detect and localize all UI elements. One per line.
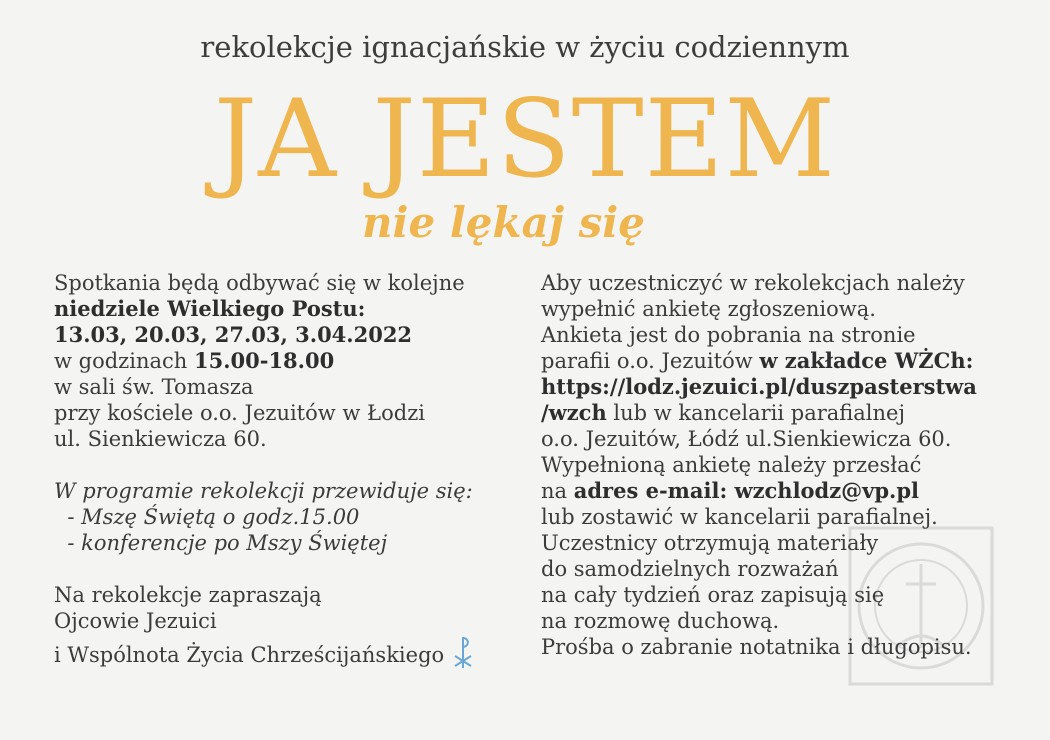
info-line: na cały tydzień oraz zapisują się: [541, 583, 885, 607]
tab-reference: w zakładce WŻCh:: [759, 348, 974, 373]
subtitle: rekolekcje ignacjańskie w życiu codziennym: [200, 30, 850, 64]
info-line: [541, 348, 1021, 374]
info-line: lub zostawić w kancelarii parafialnej.: [541, 505, 938, 529]
address-line: ul. Sienkiewicza 60.: [54, 427, 267, 451]
church-line: przy kościele o.o. Jezuitów w Łodzi: [54, 401, 425, 425]
program-item: - konferencje po Mszy Świętej: [54, 531, 388, 555]
website-link-suffix[interactable]: /wzch: [541, 400, 607, 425]
info-text: lub w kancelarii parafialnej: [606, 401, 905, 425]
info-line: [541, 400, 1021, 426]
hours-line: [54, 348, 524, 374]
program-heading: W programie rekolekcji przewiduje się:: [54, 479, 473, 503]
program-item: - Mszę Świętą o godz.15.00: [54, 505, 360, 529]
invite-line: [54, 634, 524, 670]
ihs-cross-icon: [452, 634, 474, 670]
info-text: na: [541, 479, 574, 503]
tagline: nie lękaj się: [362, 198, 645, 247]
meeting-info-line: Spotkania będą odbywać się w kolejne: [54, 271, 465, 295]
info-line: Wypełnioną ankietę należy przesłać: [541, 453, 922, 477]
invite-line: Na rekolekcje zapraszają: [54, 583, 322, 607]
invite-line: Ojcowie Jezuici: [54, 609, 217, 633]
info-line: o.o. Jezuitów, Łódź ul.Sienkiewicza 60.: [541, 427, 952, 451]
info-line: [541, 478, 1021, 504]
info-text: parafii o.o. Jezuitów: [541, 349, 760, 373]
left-column: [54, 270, 524, 670]
info-line: Prośba o zabranie notatnika i długopisu.: [541, 635, 972, 659]
info-line: na rozmowę duchową.: [541, 609, 780, 633]
hours-value: 15.00-18.00: [193, 348, 335, 373]
parish-seal-watermark-icon: [846, 524, 996, 688]
hours-prefix: w godzinach: [54, 349, 194, 373]
main-title: JA JESTEM: [213, 77, 837, 202]
lent-sundays-line: niedziele Wielkiego Postu:: [54, 296, 366, 321]
email-address[interactable]: adres e-mail: wzchlodz@vp.pl: [573, 478, 920, 503]
website-link[interactable]: https://lodz.jezuici.pl/duszpasterstwa: [541, 374, 977, 399]
info-line: wypełnić ankietę zgłoszeniową.: [541, 297, 876, 321]
community-name: i Wspólnota Życia Chrześcijańskiego: [54, 643, 445, 667]
info-line: Aby uczestniczyć w rekolekcjach należy: [541, 271, 965, 295]
info-line: do samodzielnych rozważań: [541, 557, 839, 581]
room-line: w sali św. Tomasza: [54, 375, 254, 399]
info-line: Ankieta jest do pobrania na stronie: [541, 323, 916, 347]
info-line: Uczestnicy otrzymują materiały: [541, 531, 879, 555]
dates-line: 13.03, 20.03, 27.03, 3.04.2022: [54, 322, 413, 347]
